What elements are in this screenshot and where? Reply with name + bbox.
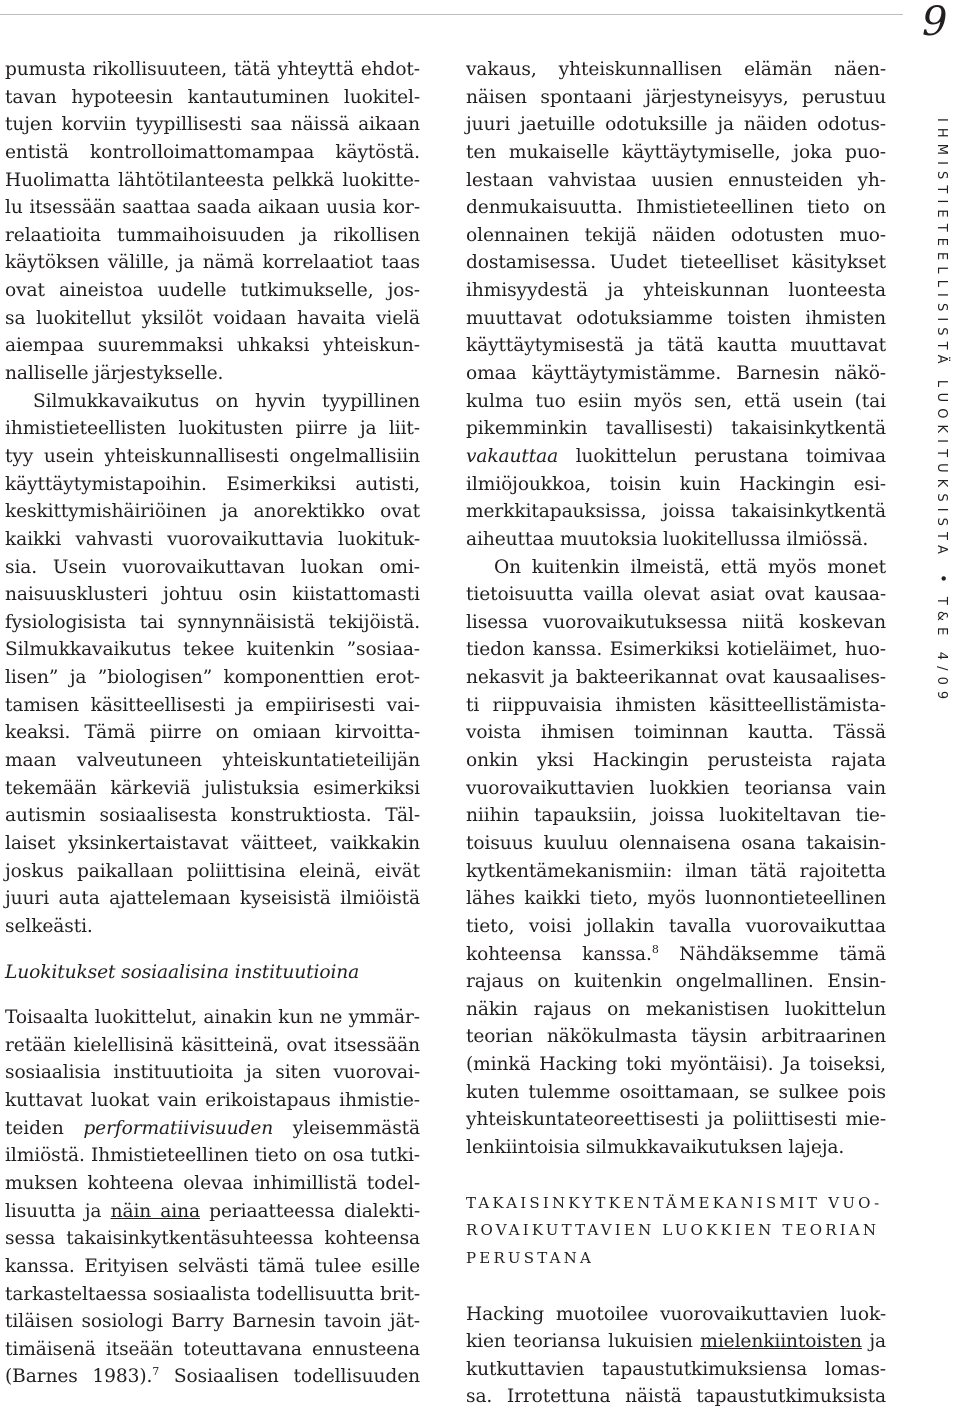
text-line: aiempaa suuremmaksi uhkaksi yhteiskun- [5, 335, 420, 357]
underlined-term: näin aina [110, 1200, 201, 1222]
text-line: keaksi. Tämä piirre on omiaan kirvoitta- [5, 722, 420, 744]
text-line: joskus paikallaan poliittisina eleinä, eivät [5, 860, 420, 882]
text-line: lisen” ja ”biologisen” komponenttien erot- [5, 667, 420, 689]
text-line: retään kielellisinä käsitteinä, ovat itsessään [5, 1034, 420, 1056]
text-run: teiden [5, 1117, 84, 1139]
text-line: maan valveutuneen yhteiskuntatieteilijän [5, 750, 420, 772]
text-run: kohteensa kanssa. [466, 943, 652, 965]
text-line: teorian näkökulmasta täysin arbitraarinen [466, 1026, 886, 1048]
left-paragraph-1 [5, 56, 420, 388]
text-line: nalliselle järjestykselle. [5, 363, 224, 385]
text-line: entistä kontrolloimattomampaa käytöstä. [5, 141, 420, 163]
text-line: tiläisen sosiologi Barry Barnesin tavoin jät- [5, 1311, 420, 1333]
text-line [466, 941, 886, 969]
italic-term: vakauttaa [466, 445, 559, 467]
text-line: sessa takaisinkytkentäsuhteessa kohteensa [5, 1228, 420, 1250]
top-rule [0, 14, 903, 15]
text-line: näkin rajaus on mekanistisen luokittelun [466, 998, 886, 1020]
text-line: tekemään kärkeviä julistuksia esimerkiksi [5, 777, 420, 799]
text-line: tujen korviin tyypillisesti saa näissä aikaan [5, 114, 420, 136]
text-run: lisuutta ja [5, 1200, 111, 1222]
text-line: rajaus on kuitenkin ongelmallinen. Ensin- [466, 971, 886, 993]
text-line: tietoisuutta vailla olevat asiat ovat kausaa- [466, 584, 886, 606]
text-line: laiset yksinkertaistavat väitteet, vaikkakin [5, 832, 420, 854]
journal-issue: T&E 4/09 [934, 596, 949, 706]
text-line: muksen kohteena olevaa inhimillistä todel- [5, 1172, 420, 1194]
text-line: vakaus, yhteiskunnallisen elämän näen- [466, 59, 886, 80]
text-line: keskittymishäiriöinen ja anorektikko ovat [5, 501, 420, 523]
running-head-title: IHMISTIETEELLISISTÄ LUOKITUKSISTA [934, 118, 949, 561]
running-head [930, 118, 954, 706]
text-line: autismin sosiaalisesta konstruktiosta. Täl- [5, 805, 420, 827]
section-heading-line: TAKAISINKYTKENTÄMEKANISMIT VUO- [466, 1193, 883, 1212]
text-line: ovat aineistoa uudelle tutkimukselle, jos- [5, 280, 420, 302]
text-line: Hacking muotoilee vuorovaikuttavien luok- [466, 1303, 886, 1325]
text-line: ihmistieteellisten luokitusten piirre ja liit- [5, 418, 420, 440]
text-line: ten mukaiselle käyttäytymiselle, joka puo- [466, 141, 886, 163]
text-line: voista ihmisen toiminnan kautta. Tässä [466, 722, 886, 744]
text-line: muuttavat odotuksiamme toisten ihmisten [466, 307, 886, 329]
text-line: juuri jaetuille odotuksille ja näiden odotus- [466, 114, 886, 136]
text-line: lu itsessään saattaa saada aikaan uusia kor- [5, 197, 420, 219]
underlined-term: mielenkiintoisten [700, 1331, 862, 1353]
spacer [466, 1162, 886, 1190]
text-run: Nähdäksemme tämä [658, 943, 886, 965]
right-column [466, 56, 886, 1411]
text-line [5, 1363, 420, 1391]
text-line: lenkiintoisia silmukkavaikutuksen lajeja. [466, 1136, 845, 1158]
spacer [466, 1273, 886, 1301]
left-column [5, 56, 420, 1391]
text-line: sosiaalisia instituutioita ja siten vuorovai- [5, 1062, 420, 1084]
text-run: ja [861, 1331, 886, 1353]
text-line: omaa käyttäytymistämme. Barnesin näkö- [466, 363, 886, 385]
right-paragraph-2 [466, 554, 886, 1162]
text-line: kutkuttavien tapaustutkimuksiensa lomas- [466, 1358, 886, 1380]
right-section-heading [466, 1190, 886, 1273]
text-line: kulma tuo esiin myös sen, että usein (tai [466, 390, 886, 412]
text-line: lisessa vuorovaikutuksessa niitä koskevan [466, 611, 886, 633]
running-head-separator: • [934, 574, 952, 583]
text-line: tavan hypoteesin kantautuminen luokitel- [5, 86, 420, 108]
text-line: kanssa. Erityisen selvästi tämä tulee esille [5, 1255, 420, 1277]
text-line: pumusta rikollisuuteen, tätä yhteyttä ehdot- [5, 59, 420, 80]
text-line: tarkasteltaessa sosiaalista todellisuutta brit- [5, 1283, 420, 1305]
italic-term: performatiivisuuden [83, 1117, 274, 1139]
text-line: naisuusklusteri johtuu osin kiistattomasti [5, 584, 420, 606]
text-line: Silmukkavaikutus on hyvin tyypillinen [33, 390, 420, 412]
text-line: tieto, voisi jollakin tavalla vuorovaikuttaa [466, 915, 886, 937]
text-line: On kuitenkin ilmeistä, että myös monet [494, 556, 886, 578]
text-line: lähes kaikki tieto, myös luonnontieteellinen [466, 888, 886, 910]
page-number: 9 [922, 0, 948, 45]
text-run: luokittelun perustana toimivaa [558, 445, 886, 467]
text-run: kien teoriansa lukuisien [466, 1331, 701, 1353]
text-line: vuorovaikuttavien luokkien teoriansa vain [466, 777, 886, 799]
text-run: periaatteessa dialekti- [200, 1200, 421, 1222]
text-line: yhteiskuntateoreettisesti ja poliittisesti mie- [466, 1109, 886, 1131]
text-line: kaikki vahvasti vuorovaikuttavia luokituk- [5, 528, 420, 550]
text-line: sia. Usein vuorovaikuttavan luokan omi- [5, 556, 420, 578]
spacer [5, 986, 420, 1004]
section-heading: Luokitukset sosiaalisina instituutioina [5, 961, 360, 983]
text-line: sa. Irrotettuna näistä tapaustutkimuksista [466, 1386, 886, 1408]
text-line: ti riippuvaisia ihmisten käsitteellistämista- [466, 694, 886, 716]
text-line: sa luokitellut yksilöt voidaan havaita vielä [5, 307, 420, 329]
text-line [466, 443, 886, 471]
text-line: denmukaisuutta. Ihmistieteellinen tieto on [466, 197, 886, 219]
text-line: dostamisessa. Uudet tieteelliset käsitykset [466, 252, 886, 274]
text-line: fysiologisista tai synnynnäisistä tekijöistä. [5, 611, 420, 633]
text-line: ihmisyydestä ja yhteiskunnan luonteesta [466, 280, 886, 302]
text-line: timäisenä itseään toteuttavana ennusteena [5, 1338, 420, 1360]
text-line [5, 1115, 420, 1143]
text-line: kuten tulemme osoittamaan, se sulkee pois [466, 1081, 886, 1103]
text-line: relaatioita tummaihoisuuden ja rikollisen [5, 224, 420, 246]
text-line: kytkentämekanismiin: ilman tätä rajoitetta [466, 860, 886, 882]
text-line [5, 1198, 420, 1226]
footnote-marker: 8 [651, 942, 659, 956]
text-line: merkkitapauksissa, joissa takaisinkytkentä [466, 501, 886, 523]
text-line: onkin yksi Hackingin perusteista rajata [466, 750, 886, 772]
text-run: yleisemmästä [273, 1117, 420, 1139]
text-line: Silmukkavaikutus tekee kuitenkin ”sosiaa- [5, 639, 420, 661]
footnote-marker: 7 [152, 1365, 160, 1379]
text-line: Toisaalta luokittelut, ainakin kun ne ymmär- [5, 1007, 420, 1029]
text-line: ilmiöjoukkoa, toisin kuin Hackingin esi- [466, 473, 886, 495]
text-line: käytöksen välille, ja nämä korrelaatiot taas [5, 252, 420, 274]
text-line: niihin tapauksiin, joissa luokiteltavan tie- [466, 805, 886, 827]
spacer [5, 941, 420, 959]
right-paragraph-3 [466, 1301, 886, 1412]
text-line: (minkä Hacking toki myöntäisi). Ja toiseksi, [466, 1054, 886, 1076]
left-paragraph-3 [5, 1004, 420, 1391]
text-line: ilmiöstä. Ihmistieteellinen tieto on osa tutki- [5, 1145, 420, 1167]
text-line: tiedon kanssa. Esimerkiksi kotieläimet, huo- [466, 639, 886, 661]
text-line: kuttavat luokat vain erikoistapaus ihmistie- [5, 1090, 420, 1112]
text-line: nekasvit ja bakteerikannat ovat kausaalises- [466, 667, 886, 689]
text-line: juuri auta ajattelemaan kyseisistä ilmiöistä [5, 888, 420, 910]
text-line: pikemminkin tavallisesti) takaisinkytkentä [466, 418, 886, 440]
text-run: (Barnes 1983). [5, 1366, 153, 1388]
text-line: Huolimatta lähtötilanteesta pelkkä luokitte- [5, 169, 420, 191]
text-line: toisuus kuuluu olennaisena osana takaisin- [466, 832, 886, 854]
section-heading-line: PERUSTANA [466, 1248, 595, 1267]
text-line: olennainen tekijä näiden odotusten muo- [466, 224, 886, 246]
text-line: tamisen käsitteellisesti ja empiirisesti vai- [5, 694, 420, 716]
text-line: tyy usein yhteiskunnallisesti ongelmallisiin [5, 445, 420, 467]
text-line: aiheuttaa muutoksia luokitellussa ilmiössä. [466, 528, 869, 550]
text-line [466, 1328, 886, 1356]
text-line: näisen spontaani järjestyneisyys, perustuu [466, 86, 886, 108]
section-heading-line: ROVAIKUTTAVIEN LUOKKIEN TEORIAN [466, 1221, 880, 1240]
right-paragraph-1 [466, 56, 886, 554]
text-line: lestaan vahvistaa uusien ennusteiden yh- [466, 169, 886, 191]
text-line: käyttäytymistapoihin. Esimerkiksi autisti, [5, 473, 420, 495]
left-paragraph-2 [5, 388, 420, 941]
text-run: Sosiaalisen todellisuuden [159, 1366, 420, 1388]
text-line: käyttäytymisestä ja tätä kautta muuttavat [466, 335, 886, 357]
running-head-text [930, 118, 954, 705]
text-line: selkeästi. [5, 915, 93, 937]
